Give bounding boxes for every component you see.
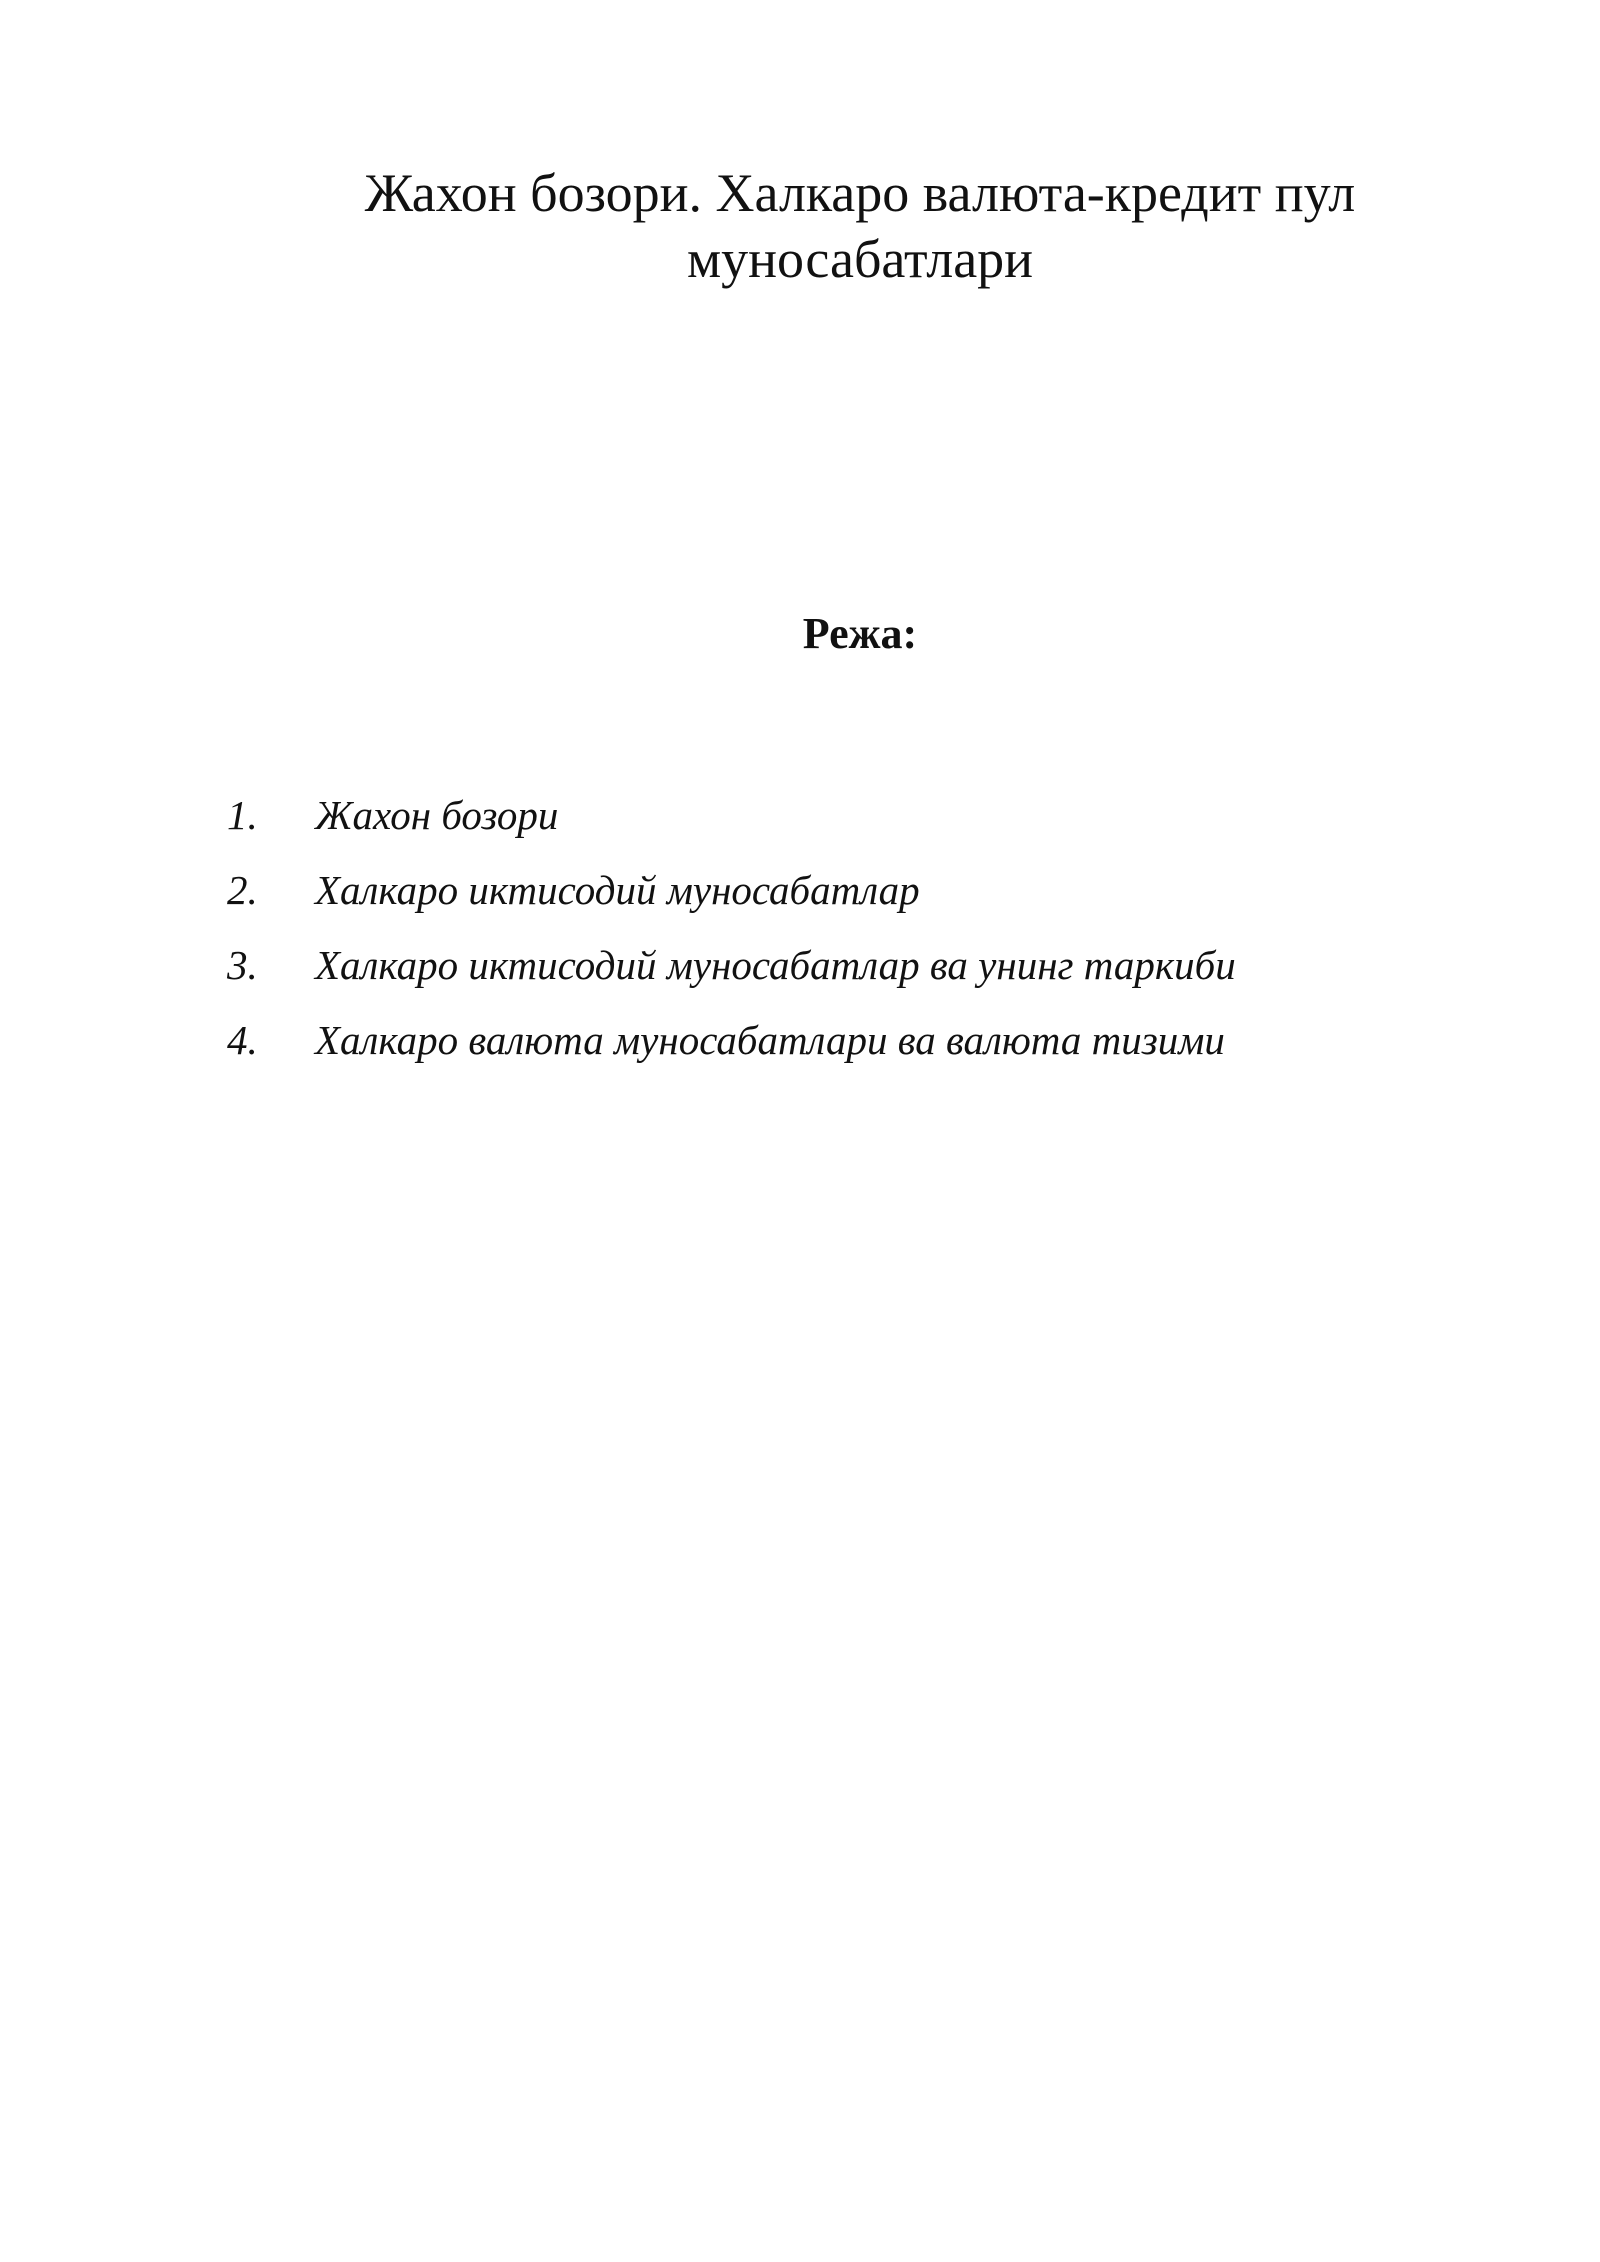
plan-item-text: Халкаро иктисодий муносабатлар	[315, 867, 920, 913]
plan-item	[227, 1012, 1427, 1087]
plan-list	[227, 787, 1427, 1087]
plan-item	[227, 787, 1427, 862]
plan-item-text: Халкаро валюта муносабатлари ва валюта тизими	[315, 1017, 1225, 1063]
plan-item-number: 2.	[227, 867, 258, 913]
plan-heading: Режа:	[802, 609, 918, 658]
plan-item-number: 4.	[227, 1017, 258, 1063]
plan-item	[227, 937, 1427, 1012]
document-title: Жахон бозори. Халкаро валюта-кредит пул муносабатлари	[364, 163, 1356, 289]
plan-item-text: Жахон бозори	[315, 792, 559, 838]
plan-item	[227, 862, 1427, 937]
plan-item-number: 3.	[227, 942, 258, 988]
plan-item-number: 1.	[227, 792, 258, 838]
plan-item-text: Халкаро иктисодий муносабатлар ва унинг таркиби	[315, 942, 1236, 988]
